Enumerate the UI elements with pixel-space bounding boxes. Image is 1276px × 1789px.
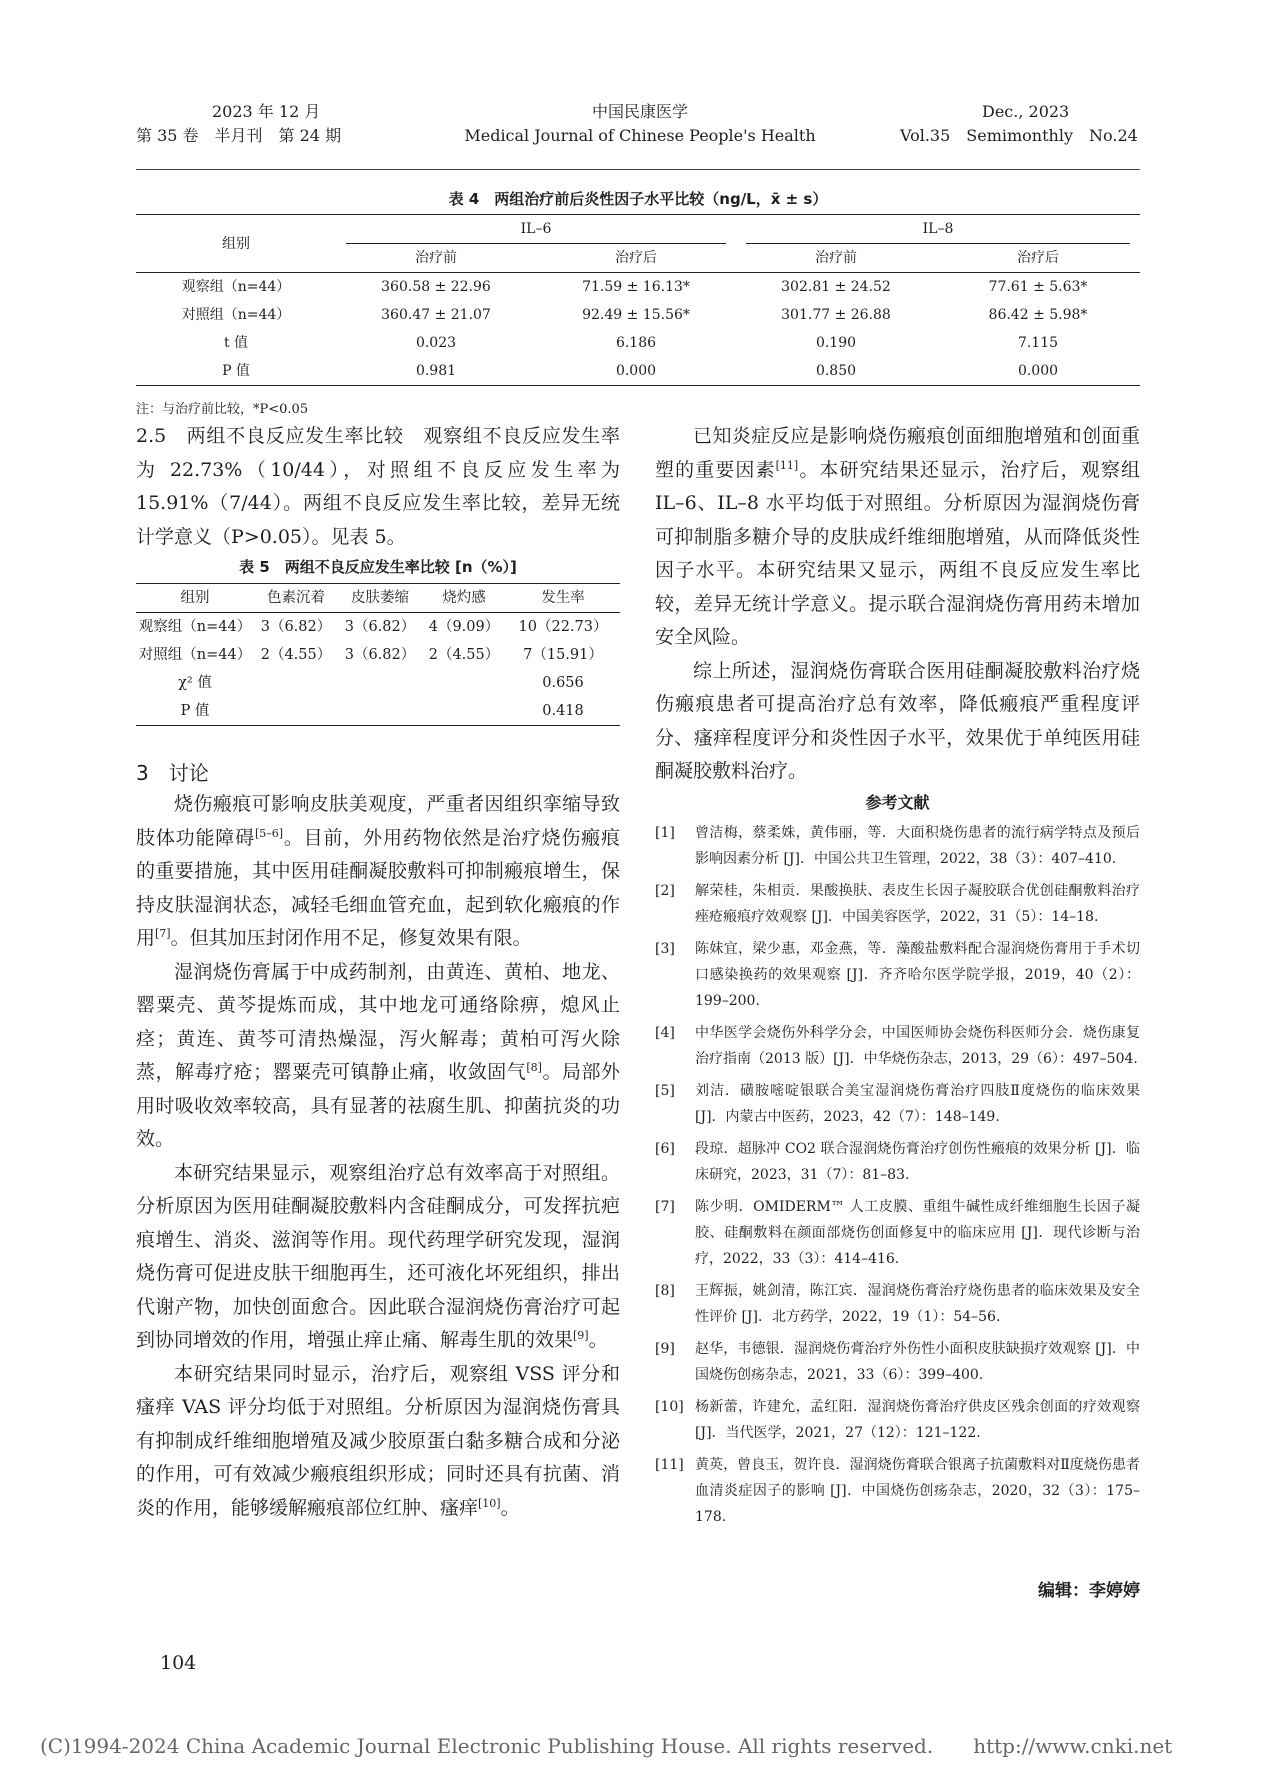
table5-row-label: χ² 值 xyxy=(178,675,212,691)
right-text: 。本研究结果还显示，治疗后，观察组 IL–6、IL–8 水平均低于对照组。分析原因为湿润烧伤膏可抑制脂多糖介导的皮肤成纤维细胞增殖，从而降低炎性因子水平。本研究结果又显示，两组不良反应发生率比较，差异无统计学意义。提示联合湿润烧伤膏用药未增加安全风险。 xyxy=(655,458,1140,648)
reference-text: 黄英，曾良玉，贺许良．湿润烧伤膏联合银离子抗菌敷料对Ⅱ度烧伤患者血清炎症因子的影响 [J]．中国烧伤创疡杂志，2020，32（3）：175–178. xyxy=(695,1457,1140,1525)
table5-row xyxy=(136,613,620,642)
citation: [5–6] xyxy=(254,826,284,840)
copyright-footer: (C)1994-2024 China Academic Journal Electronic Publishing House. All rights reserved. http://www.cnki.net xyxy=(40,1734,1173,1758)
table4-cell: 77.61 ± 5.63* xyxy=(988,279,1088,295)
table5-cell xyxy=(422,697,506,726)
journal-title-en: Medical Journal of Chinese People's Health xyxy=(464,126,816,145)
discussion-text: 。目前，外用药物依然是治疗烧伤瘢痕的重要措施，其中医用硅酮凝胶敷料可抑制瘢痕增生，保持皮肤湿润状态，减轻毛细血管充血，起到软化瘢痕的作用 xyxy=(136,826,620,949)
reference-text: 王辉振，姚剑清，陈江宾．湿润烧伤膏治疗烧伤患者的临床效果及安全性评价 [J]．北方药学，2022，19（1）：54–56. xyxy=(695,1283,1140,1325)
discussion-para xyxy=(136,1358,620,1526)
table4-group-header: 组别 xyxy=(222,235,250,252)
table4-note: 注：与治疗前比较，*P<0.05 xyxy=(136,402,309,417)
header-center xyxy=(460,100,820,148)
table4-cell: 360.47 ± 21.07 xyxy=(381,307,491,323)
table5-header: 发生率 xyxy=(541,590,585,606)
reference-text: 中华医学会烧伤外科学分会，中国医师协会烧伤科医师分会．烧伤康复治疗指南（2013 版）[J]．中华烧伤杂志，2013，29（6）：497–504. xyxy=(695,1025,1140,1067)
table4-cell: 7.115 xyxy=(1017,335,1059,351)
discussion-para xyxy=(136,1157,620,1358)
citation: [10] xyxy=(478,1496,501,1510)
table5-row xyxy=(136,669,620,697)
table4-row-label: 对照组（n=44） xyxy=(181,307,291,323)
reference-number: [2] xyxy=(655,883,675,899)
table4-cell: 0.023 xyxy=(415,335,457,351)
table5-cell: 0.656 xyxy=(542,675,584,691)
table4-cell: 360.58 ± 22.96 xyxy=(381,279,491,295)
discussion-para xyxy=(136,956,620,1157)
right-column-body xyxy=(655,420,1140,789)
table5-cell xyxy=(338,669,422,697)
table4-row xyxy=(136,273,1140,302)
table4-il8-label: IL–8 xyxy=(922,221,954,237)
para-2-5-text: 2.5 两组不良反应发生率比较 观察组不良反应发生率为 22.73%（10/44），对照组不良反应发生率为 15.91%（7/44）。两组不良反应发生率比较，差异无统计学意义（P>0.05）。见表 5。 xyxy=(136,425,620,548)
reference-item xyxy=(655,820,1140,872)
discussion-text: 。局部外用时吸收效率较高，具有显著的祛腐生肌、抑菌抗炎的功效。 xyxy=(136,1061,620,1150)
reference-item xyxy=(655,1136,1140,1188)
reference-text: 赵华，韦德银．湿润烧伤膏治疗外伤性小面积皮肤缺损疗效观察 [J]．中国烧伤创疡杂志，2021，33（6）：399–400. xyxy=(695,1341,1140,1383)
right-text: 已知炎症反应是影响烧伤瘢痕创面细胞增殖和创面重塑的重要因素 xyxy=(655,425,1140,481)
table4-cell: 0.190 xyxy=(815,335,857,351)
header-date-en: Dec., 2023 xyxy=(982,102,1070,121)
table4-il8-header xyxy=(736,215,1140,245)
table5-cell: 3（6.82） xyxy=(344,619,416,635)
discussion-text: 本研究结果同时显示，治疗后，观察组 VSS 评分和瘙痒 VAS 评分均低于对照组。分析原因为湿润烧伤膏具有抑制成纤维细胞增殖及减少胶原蛋白黏多糖合成和分泌的作用，可有效减少瘢痕组织形成；同时还具有抗菌、消炎的作用，能够缓解瘢痕部位红肿、瘙痒 xyxy=(136,1362,620,1519)
citation: [9] xyxy=(573,1329,589,1342)
table4-cell: 0.981 xyxy=(415,363,457,379)
discussion-body xyxy=(136,788,620,1525)
table5-cell: 2（4.55） xyxy=(428,647,500,663)
citation: [11] xyxy=(775,458,799,472)
reference-number: [8] xyxy=(655,1283,675,1299)
header-date: 2023 年 12 月 xyxy=(212,102,321,121)
reference-item xyxy=(655,1194,1140,1272)
reference-text: 刘洁．磺胺嘧啶银联合美宝湿润烧伤膏治疗四肢Ⅱ度烧伤的临床效果 [J]．内蒙古中医药，2023，42（7）：148–149. xyxy=(695,1083,1140,1125)
reference-number: [6] xyxy=(655,1141,675,1157)
table4-row xyxy=(136,301,1140,329)
table5-row-label: P 值 xyxy=(180,703,210,719)
table4-subheader: 治疗前 xyxy=(415,250,457,266)
table5-cell: 3（6.82） xyxy=(260,619,332,635)
reference-item xyxy=(655,1020,1140,1072)
table5-row xyxy=(136,697,620,726)
table4-cell: 302.81 ± 24.52 xyxy=(781,279,891,295)
table5-cell: 3（6.82） xyxy=(344,647,416,663)
reference-number: [5] xyxy=(655,1083,675,1099)
discussion-text: 本研究结果显示，观察组治疗总有效率高于对照组。分析原因为医用硅酮凝胶敷料内含硅酮成分，可发挥抗疤痕增生、消炎、滋润等作用。现代药理学研究发现，湿润烧伤膏可促进皮肤干细胞再生，还可液化坏死组织，排出代谢产物，加快创面愈合。因此联合湿润烧伤膏治疗可起到协同增效的作用，增强止痒止痛、解毒生肌的效果 xyxy=(136,1161,620,1351)
table4-subheader: 治疗后 xyxy=(615,250,657,266)
header-volume-en: Vol.35 Semimonthly No.24 xyxy=(900,126,1138,145)
table4-subheader: 治疗前 xyxy=(815,250,857,266)
page-number: 104 xyxy=(160,1652,197,1674)
table4-row xyxy=(136,329,1140,357)
reference-number: [3] xyxy=(655,941,675,957)
table5-cell: 0.418 xyxy=(542,703,584,719)
reference-text: 陈少明．OMIDERM™ 人工皮膜、重组牛碱性成纤维细胞生长因子凝胶、硅酮敷料在颜面部烧伤创面修复中的临床应用 [J]．现代诊断与治疗，2022，33（3）：414–416. xyxy=(695,1199,1140,1267)
discussion-text: 烧伤瘢痕可影响皮肤美观度，严重者因组织挛缩导致肢体功能障碍 xyxy=(136,793,620,849)
table4-row-label: t 值 xyxy=(223,335,249,351)
table4-row xyxy=(136,357,1140,386)
reference-item xyxy=(655,1278,1140,1330)
reference-item xyxy=(655,1452,1140,1530)
table5 xyxy=(136,583,620,726)
table5-cell: 10（22.73） xyxy=(518,619,608,635)
reference-list xyxy=(655,820,1140,1536)
discussion-text: 湿润烧伤膏属于中成药制剂，由黄连、黄柏、地龙、罂粟壳、黄芩提炼而成，其中地龙可通络除痹，熄风止痉；黄连、黄芩可清热燥湿，泻火解毒；黄柏可泻火除蒸，解毒疗疮；罂粟壳可镇静止痛，收敛固气 xyxy=(136,960,620,1083)
right-para xyxy=(655,420,1140,655)
table5-cell xyxy=(254,669,338,697)
table5-row-label: 对照组（n=44） xyxy=(138,647,252,663)
reference-item xyxy=(655,1394,1140,1446)
reference-text: 杨新蕾，许建允，孟红阳．湿润烧伤膏治疗供皮区残余创面的疗效观察 [J]．当代医学，2021，27（12）：121–122. xyxy=(695,1399,1140,1441)
table4-subheader: 治疗后 xyxy=(1017,250,1059,266)
table4-cell: 301.77 ± 26.88 xyxy=(781,307,891,323)
table4-cell: 71.59 ± 16.13* xyxy=(582,279,690,295)
table5-cell: 7（15.91） xyxy=(523,647,603,663)
reference-number: [7] xyxy=(655,1199,675,1215)
discussion-text: 。但其加压封闭作用不足，修复效果有限。 xyxy=(170,927,532,949)
reference-text: 解荣桂，朱相贡．果酸换肤、表皮生长因子凝胶联合优创硅酮敷料治疗痤疮瘢痕疗效观察 [J]．中国美容医学，2022，31（5）：14–18. xyxy=(695,883,1140,925)
discussion-text: 。 xyxy=(500,1496,520,1519)
table4-cell: 86.42 ± 5.98* xyxy=(988,307,1088,323)
table5-cell xyxy=(338,697,422,726)
reference-item xyxy=(655,936,1140,1014)
reference-text: 段琼．超脉冲 CO2 联合湿润烧伤膏治疗创伤性瘢痕的效果分析 [J]．临床研究，2023，31（7）：81–83. xyxy=(695,1141,1140,1183)
section-heading-discussion: 3 讨论 xyxy=(136,761,209,785)
header-volume-issue: 第 35 卷 半月刊 第 24 期 xyxy=(136,126,342,145)
table4-cell: 0.000 xyxy=(615,363,657,379)
table5-cell: 2（4.55） xyxy=(260,647,332,663)
header-rule xyxy=(136,169,1140,170)
table5-cell: 4（9.09） xyxy=(428,619,500,635)
reference-text: 陈妹宜，梁少惠，邓金燕，等．藻酸盐敷料配合湿润烧伤膏用于手术切口感染换药的效果观察 [J]．齐齐哈尔医学院学报，2019，40（2）：199–200. xyxy=(695,941,1140,1009)
table4-il6-label: IL–6 xyxy=(520,221,552,237)
table5-caption: 表 5 两组不良反应发生率比较 [n（%）] xyxy=(239,558,517,576)
table4-cell: 0.850 xyxy=(815,363,857,379)
reference-number: [10] xyxy=(655,1399,684,1415)
reference-number: [11] xyxy=(655,1457,684,1473)
para-2-5 xyxy=(136,420,620,554)
reference-item xyxy=(655,1336,1140,1388)
table4-row-label: 观察组（n=44） xyxy=(181,279,291,295)
conclusion-para: 综上所述，湿润烧伤膏联合医用硅酮凝胶敷料治疗烧伤瘢痕患者可提高治疗总有效率，降低瘢痕严重程度评分、瘙痒程度评分和炎性因子水平，效果优于单纯医用硅酮凝胶敷料治疗。 xyxy=(655,659,1140,782)
citation: [7] xyxy=(155,927,171,940)
reference-number: [4] xyxy=(655,1025,675,1041)
references-title: 参考文献 xyxy=(865,793,930,812)
discussion-text: 。 xyxy=(588,1329,608,1351)
table4 xyxy=(136,214,1140,386)
table5-cell xyxy=(254,697,338,726)
table5-header: 色素沉着 xyxy=(267,590,325,606)
table5-header: 烧灼感 xyxy=(442,590,486,606)
table4-cell: 92.49 ± 15.56* xyxy=(582,307,690,323)
table4-row-label: P 值 xyxy=(222,363,250,379)
table4-cell: 6.186 xyxy=(615,335,657,351)
reference-text: 曾洁梅，蔡柔姝，黄伟丽，等．大面积烧伤患者的流行病学特点及预后影响因素分析 [J]．中国公共卫生管理，2022，38（3）：407–410. xyxy=(695,825,1140,867)
table5-row-label: 观察组（n=44） xyxy=(138,619,252,635)
table4-cell: 0.000 xyxy=(1017,363,1059,379)
table5-row xyxy=(136,641,620,669)
reference-number: [1] xyxy=(655,825,675,841)
header-left xyxy=(136,100,341,148)
table5-header: 组别 xyxy=(180,590,210,606)
editor-credit: 编辑：李婷婷 xyxy=(1038,1581,1140,1601)
reference-item xyxy=(655,1078,1140,1130)
citation: [8] xyxy=(526,1061,542,1074)
table5-cell xyxy=(422,669,506,697)
table4-caption: 表 4 两组治疗前后炎性因子水平比较（ng/L，x̄ ± s） xyxy=(448,190,828,208)
reference-number: [9] xyxy=(655,1341,675,1357)
journal-title-cn: 中国民康医学 xyxy=(591,102,688,121)
table5-header: 皮肤萎缩 xyxy=(351,590,409,606)
discussion-para xyxy=(136,788,620,956)
table4-il6-header xyxy=(336,215,736,245)
reference-item xyxy=(655,878,1140,930)
header-right xyxy=(900,100,1140,148)
